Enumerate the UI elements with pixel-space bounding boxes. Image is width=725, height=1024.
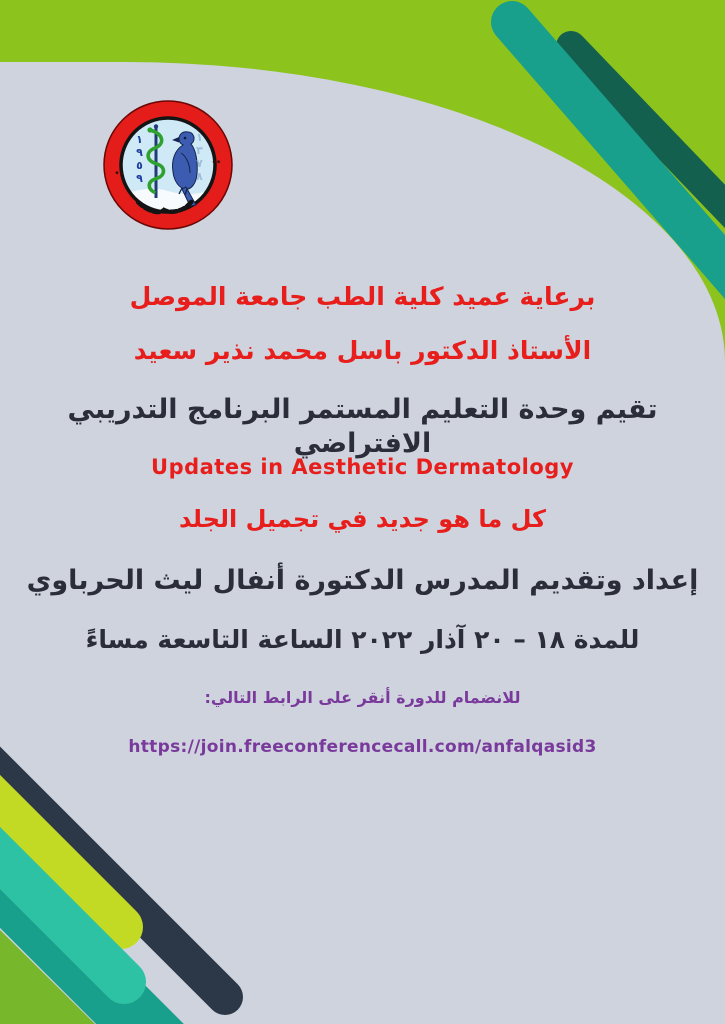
join-link-line xyxy=(24,737,701,758)
date-line: للمدة ١٨ – ٢٠ آذار ٢٠٢٢ الساعة التاسعة مساءً xyxy=(85,625,640,654)
organizer-line: تقيم وحدة التعليم المستمر البرنامج التدريبي الافتراضي xyxy=(67,394,658,459)
join-instruction-line: للانضمام للدورة أنقر على الرابط التالي: xyxy=(204,688,521,707)
patronage-line: برعاية عميد كلية الطب جامعة الموصل xyxy=(129,282,596,311)
logo-founding-year-left: ١٩٥٩ xyxy=(133,133,146,185)
dean-name-line: الأستاذ الدكتور باسل محمد نذير سعيد xyxy=(133,336,592,365)
program-title-ar: كل ما هو جديد في تجميل الجلد xyxy=(179,505,546,533)
presenter-line: إعداد وتقديم المدرس الدكتورة أنفال ليث الحرباوي xyxy=(26,565,699,596)
college-logo-graphic xyxy=(101,98,235,232)
join-link[interactable]: https://join.freeconferencecall.com/anfalqasid3 xyxy=(128,737,597,757)
college-logo xyxy=(101,98,235,232)
logo-founding-year-right: ١٣٧٨ xyxy=(193,131,206,183)
program-title-en: Updates in Aesthetic Dermatology xyxy=(151,455,574,479)
